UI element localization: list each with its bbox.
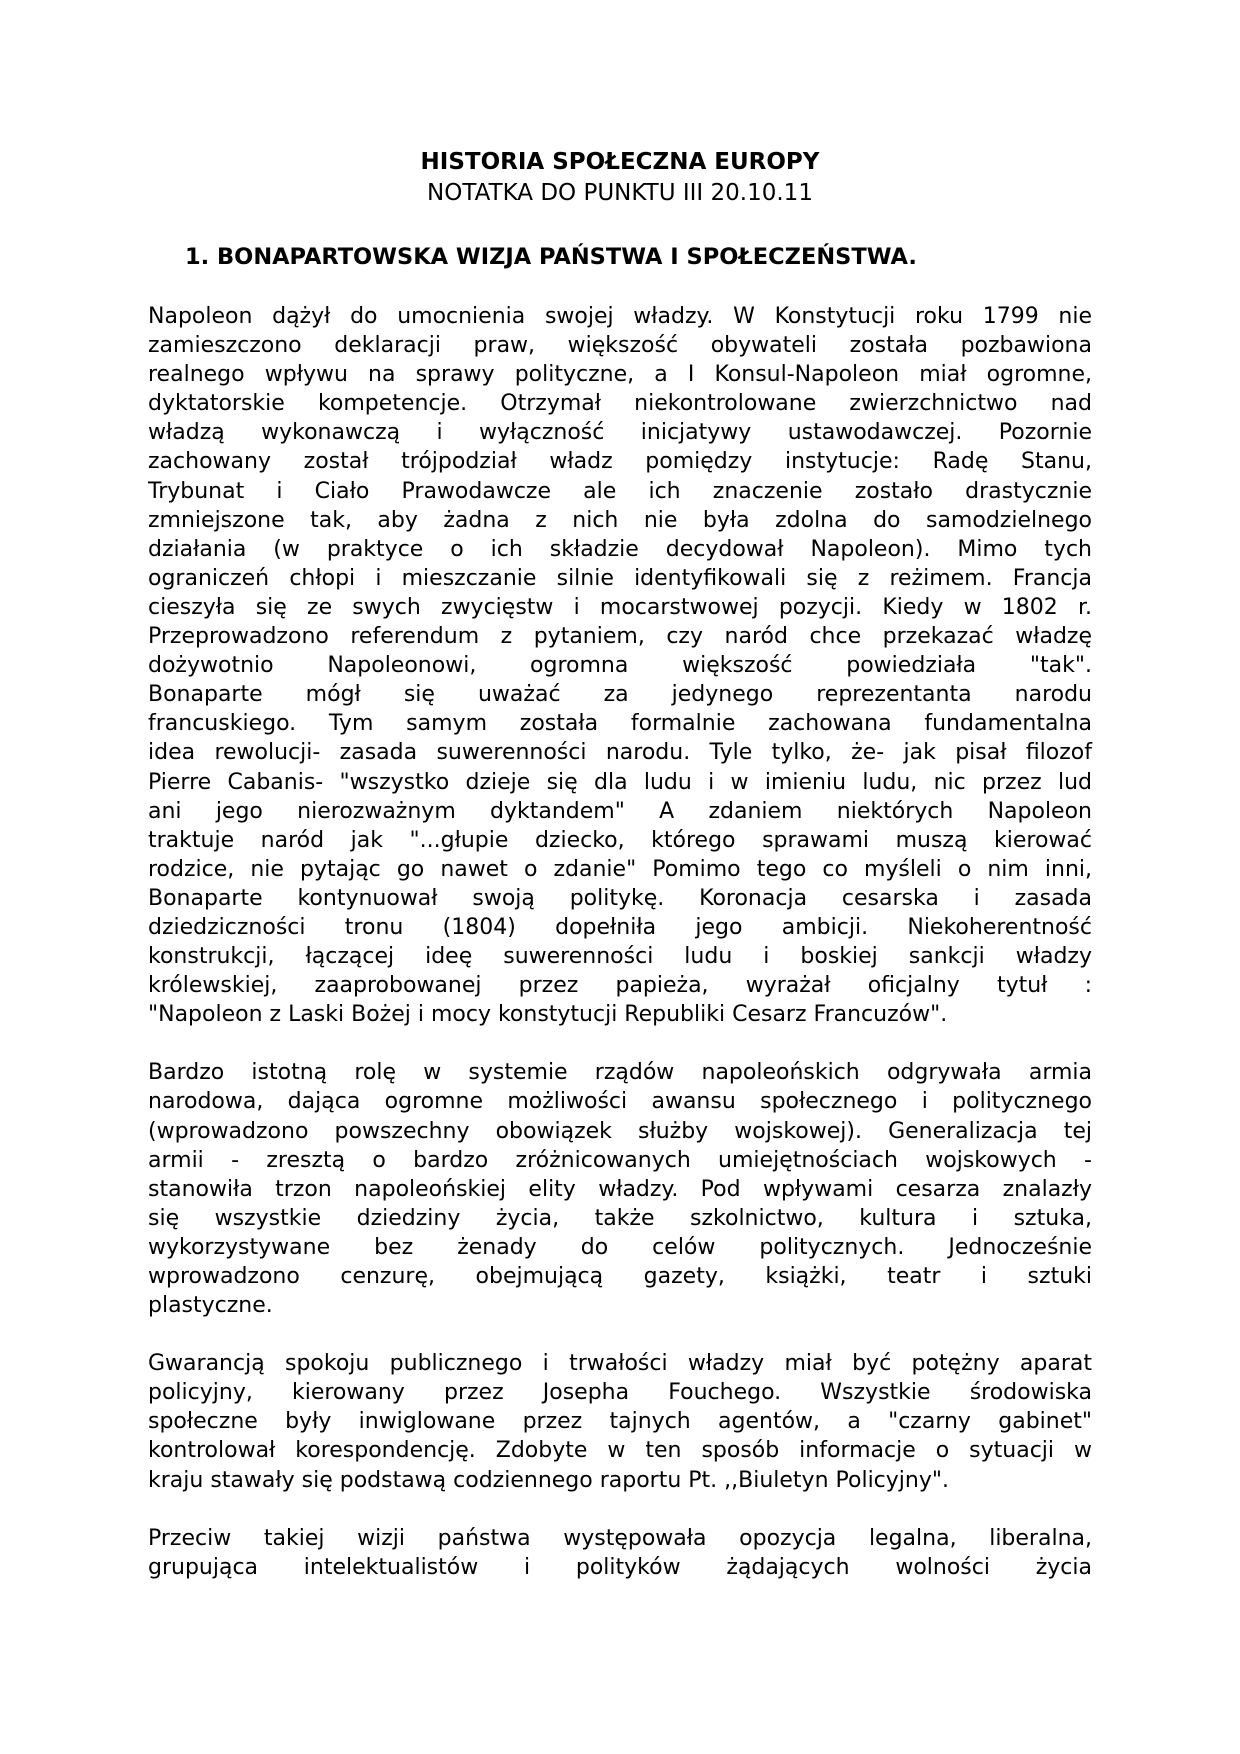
paragraph [148,1058,1092,1320]
document-title: HISTORIA SPOŁECZNA EUROPY [420,149,820,175]
text-line: ani jego nierozważnym dyktandem" A zdaniem niektórych Napoleon [148,798,1092,824]
text-line: Bonaparte kontynuował swoją politykę. Koronacja cesarska i zasada [148,885,1092,911]
text-line: królewskiej, zaaprobowanej przez papieża, wyrażał oficjalny tytuł : [148,973,1092,999]
text-line: Gwarancją spokoju publicznego i trwałości władzy miał być potężny aparat [148,1351,1092,1377]
text-line: idea rewolucji- zasada suwerenności narodu. Tyle tylko, że- jak pisał filozof [148,740,1092,766]
text-line: dożywotnio Napoleonowi, ogromna większość powiedziała "tak". [148,653,1092,679]
section-heading: 1. BONAPARTOWSKA WIZJA PAŃSTWA I SPOŁECZEŃSTWA. [185,244,917,270]
text-line: Bardzo istotną rolę w systemie rządów napoleońskich odgrywała armia [148,1060,1092,1086]
text-line: "Napoleon z Laski Bożej i mocy konstytucji Republiki Cesarz Francuzów". [148,1002,948,1028]
text-line: grupująca intelektualistów i polityków żądających wolności życia [148,1554,1092,1580]
text-line: francuskiego. Tym samym została formalnie zachowana fundamentalna [148,711,1092,737]
text-line: konstrukcji, łączącej ideę suwerenności ludu i boskiej sankcji władzy [148,944,1092,970]
text-line: Pierre Cabanis- "wszystko dzieje się dla ludu i w imieniu ludu, nic przez lud [148,769,1092,795]
text-line: dziedziczności tronu (1804) dopełniła jego ambicji. Niekoherentność [148,914,1092,940]
text-line: władzą wykonawczą i wyłączność inicjatywy ustawodawczej. Pozornie [148,420,1092,446]
text-line: policyjny, kierowany przez Josepha Fouchego. Wszystkie środowiska [148,1380,1092,1406]
text-line: kontrolował korespondencję. Zdobyte w ten sposób informacje o sytuacji w [148,1438,1092,1464]
text-line: kraju stawały się podstawą codziennego raportu Pt. ,,Biuletyn Policyjny". [148,1467,949,1493]
document-body [148,302,1092,1611]
paragraph [148,1524,1092,1582]
text-line: Przeprowadzono referendum z pytaniem, czy naród chce przekazać władzę [148,624,1092,650]
document-subtitle: NOTATKA DO PUNKTU III 20.10.11 [427,180,813,206]
text-line: wykorzystywane bez żenady do celów politycznych. Jednocześnie [148,1234,1092,1260]
text-line: Napoleon dążył do umocnienia swojej władzy. W Konstytucji roku 1799 nie [148,304,1092,329]
text-line: Bonaparte mógł się uważać za jedynego reprezentanta narodu [148,682,1092,708]
text-line: traktuje naród jak "...głupie dziecko, którego sprawami muszą kierować [148,827,1092,853]
text-line: (wprowadzono powszechny obowiązek służby wojskowej). Generalizacja tej [148,1118,1092,1144]
text-line: wprowadzono cenzurę, obejmującą gazety, książki, teatr i sztuki [148,1264,1092,1289]
text-line: zamieszczono deklaracji praw, większość obywateli została pozbawiona [148,333,1092,359]
text-line: się wszystkie dziedziny życia, także szkolnictwo, kultura i sztuka, [148,1205,1092,1231]
text-line: działania (w praktyce o ich składzie decydował Napoleon). Mimo tych [148,536,1092,562]
text-line: armii - zresztą o bardzo zróżnicowanych umiejętnościach wojskowych - [148,1147,1092,1173]
text-line: narodowa, dająca ogromne możliwości awansu społecznego i politycznego [148,1089,1092,1115]
text-line: zachowany został trójpodział władz pomiędzy instytucje: Radę Stanu, [148,449,1092,475]
text-line: plastyczne. [148,1293,273,1319]
paragraph [148,1349,1092,1494]
text-line: ograniczeń chłopi i mieszczanie silnie identyfikowali się z reżimem. Francja [148,565,1092,591]
text-line: realnego wpływu na sprawy polityczne, a I Konsul-Napoleon miał ogromne, [148,362,1092,388]
text-line: stanowiła trzon napoleońskiej elity władzy. Pod wpływami cesarza znalazły [148,1176,1092,1202]
text-line: rodzice, nie pytając go nawet o zdanie" Pomimo tego co myśleli o nim inni, [148,856,1092,882]
text-line: społeczne były inwiglowane przez tajnych agentów, a "czarny gabinet" [148,1409,1092,1435]
text-line: zmniejszone tak, aby żadna z nich nie była zdolna do samodzielnego [148,507,1092,533]
text-line: Trybunat i Ciało Prawodawcze ale ich znaczenie zostało drastycznie [148,478,1092,504]
text-line: Przeciw takiej wizji państwa występowała opozycja legalna, liberalna, [148,1525,1092,1551]
paragraph [148,302,1092,1029]
text-line: cieszyła się ze swych zwycięstw i mocarstwowej pozycji. Kiedy w 1802 r. [148,594,1092,620]
text-line: dyktatorskie kompetencje. Otrzymał niekontrolowane zwierzchnictwo nad [148,391,1092,417]
